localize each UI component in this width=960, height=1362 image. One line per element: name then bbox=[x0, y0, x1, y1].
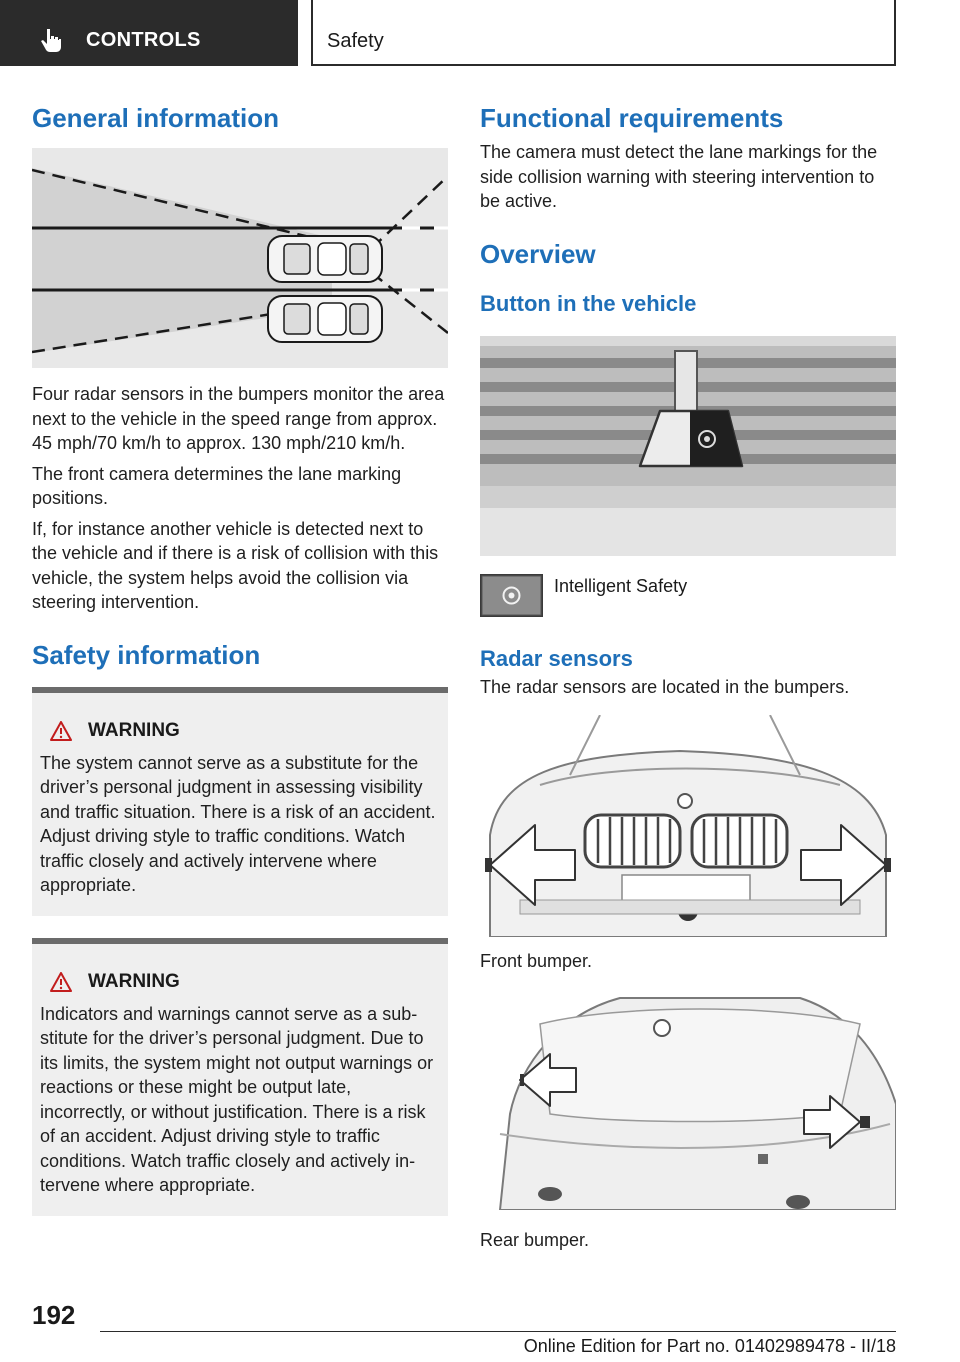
radar-sensors-heading: Radar sensors bbox=[480, 645, 633, 671]
general-para-1: Four radar sensors in the bumpers monitor the area next to the vehicle in the speed range from approx. 45 mph/70 km/h to approx. 130 mph/210 km/h. bbox=[32, 384, 445, 453]
warning-triangle-icon bbox=[50, 721, 72, 741]
general-para-2: The front camera determines the lane marking positions. bbox=[32, 463, 402, 508]
rear-bumper-caption: Rear bumper. bbox=[480, 1229, 590, 1250]
functional-requirements-heading: Functional requirements bbox=[480, 103, 784, 133]
page-number: 192 bbox=[32, 1300, 76, 1330]
chapter-tab bbox=[0, 0, 298, 66]
button-photo-figure bbox=[480, 336, 896, 556]
rear-bumper-figure bbox=[480, 994, 896, 1210]
warning-triangle-icon bbox=[50, 972, 72, 992]
general-info-heading: General information bbox=[32, 103, 280, 133]
footer-divider bbox=[100, 1331, 896, 1332]
hand-pointer-icon bbox=[40, 28, 62, 52]
button-heading: Button in the vehicle bbox=[480, 290, 697, 316]
safety-info-heading: Safety information bbox=[32, 639, 261, 670]
front-bumper-figure bbox=[480, 715, 896, 937]
general-para-3: If, for instance another vehicle is detected next to the vehicle and if there is a risk of collision with this vehicle, the system helps avoid the collision via steering intervention. bbox=[32, 518, 439, 612]
warning-text: Indicators and warnings cannot serve as a substitute for the driver’s personal judgment. Due to its limits, the system might not output warnings or reactions or these might be output late, incorrectly, or without justification. There is a risk of an accident. Adjust driving style to traffic conditions. Watch traffic closely and actively intervene where appropriate. bbox=[40, 1003, 434, 1195]
warning-text: The system cannot serve as a substitute for the driver’s personal judgment in assessing visibility and traffic situation. There is a risk of an accident. Adjust driving style to traffic conditions. Watch traffic closely and actively intervene where appropriate. bbox=[40, 752, 436, 895]
front-bumper-caption: Front bumper. bbox=[480, 951, 593, 971]
functional-requirements-text: The camera must detect the lane markings for the side collision warning with steering intervention to be active. bbox=[480, 142, 878, 211]
left-column bbox=[32, 100, 448, 1216]
overview-heading: Overview bbox=[480, 238, 596, 269]
button-legend-label: Intelligent Safety bbox=[554, 575, 688, 596]
section-label: Safety bbox=[327, 30, 384, 52]
warning-box-1 bbox=[32, 687, 448, 916]
lane-diagram-figure bbox=[32, 148, 448, 368]
radar-sensors-text: The radar sensors are located in the bumpers. bbox=[480, 676, 850, 697]
warning-label: WARNING bbox=[88, 719, 180, 741]
right-column bbox=[480, 100, 896, 1252]
button-legend-row bbox=[480, 574, 896, 617]
chapter-label: CONTROLS bbox=[86, 29, 201, 51]
intelligent-safety-button-icon bbox=[480, 574, 543, 617]
warning-label: WARNING bbox=[88, 970, 180, 992]
edition-text: Online Edition for Part no. 01402989478 - II/18 bbox=[523, 1336, 896, 1356]
warning-box-2 bbox=[32, 938, 448, 1216]
section-tab bbox=[311, 0, 896, 66]
